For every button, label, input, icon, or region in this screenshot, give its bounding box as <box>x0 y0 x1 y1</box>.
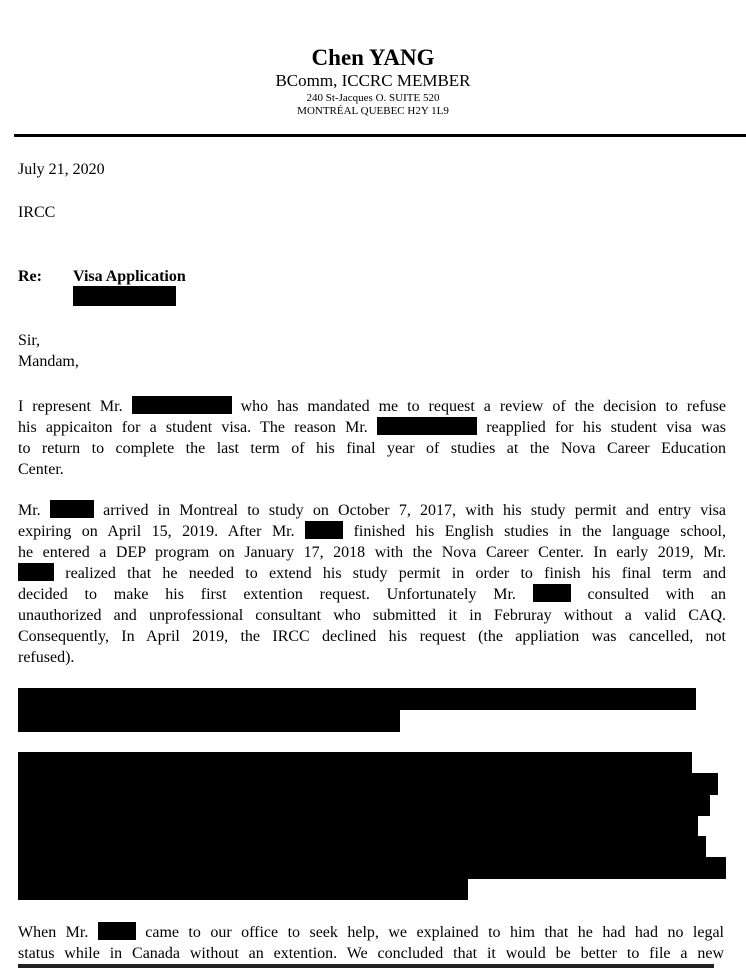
redaction-block <box>73 286 176 306</box>
redaction-block <box>18 773 718 795</box>
redaction-block <box>18 857 726 879</box>
recipient: IRCC <box>18 204 56 221</box>
redaction-block <box>305 521 343 539</box>
redaction-block <box>18 752 692 774</box>
redaction-block <box>18 688 696 710</box>
redaction-block <box>18 794 710 816</box>
paragraph2-line4 <box>18 563 726 584</box>
paragraph-last-text: When Mr. <box>18 924 89 941</box>
salutation-line1: Sir, <box>18 332 41 349</box>
cropped-text-line <box>18 964 714 968</box>
letterhead-address-line2: MONTRÉAL QUEBEC H2Y 1L9 <box>297 105 449 117</box>
paragraph1-text: I represent Mr. <box>18 398 123 415</box>
redaction-block <box>18 563 54 581</box>
subject-label: Re: <box>18 268 42 285</box>
paragraph-last-line1 <box>18 922 724 943</box>
paragraph2-line1 <box>18 500 726 521</box>
letterhead-credentials: BComm, ICCRC MEMBER <box>275 71 471 90</box>
paragraph2-line2 <box>18 521 726 542</box>
redaction-block <box>18 710 400 732</box>
paragraph2-text: Mr. <box>18 502 41 519</box>
redaction-block <box>18 878 468 900</box>
paragraph2-line6: unauthorized and unprofessional consultant who submitted it in Februray without a valid CAQ. <box>18 607 726 624</box>
paragraph1-line1 <box>18 396 726 417</box>
paragraph1-line2 <box>18 417 726 438</box>
salutation-line2: Mandam, <box>18 353 79 370</box>
redaction-block <box>98 922 136 940</box>
paragraph2-text: finished his English studies in the language school, <box>353 523 727 540</box>
redaction-block <box>377 417 477 435</box>
letterhead-name: Chen YANG <box>311 45 435 70</box>
paragraph1-line3: to return to complete the last term of his final year of studies at the Nova Career Education <box>18 440 726 457</box>
paragraph1-text: who has mandated me to request a review of the decision to refuse <box>240 398 726 415</box>
paragraph-last-line2: status while in Canada without an extention. We concluded that it would be better to file a new <box>18 945 724 962</box>
paragraph1-text: reapplied for his student visa was <box>486 419 727 436</box>
paragraph2-text: consulted with an <box>587 586 727 603</box>
redaction-block <box>50 500 94 518</box>
redaction-block <box>18 815 698 837</box>
paragraph2-line8: refused). <box>18 649 75 666</box>
paragraph-last-text: came to our office to seek help, we explained to him that he had had no legal <box>145 924 724 941</box>
subject-title: Visa Application <box>73 268 186 285</box>
paragraph2-text: decided to make his first extention request. Unfortunately Mr. <box>18 586 516 603</box>
paragraph1-text: his appicaiton for a student visa. The reason Mr. <box>18 419 368 436</box>
paragraph2-text: expiring on April 15, 2019. After Mr. <box>18 523 295 540</box>
letter-date: July 21, 2020 <box>18 161 105 178</box>
letterhead-address-line1: 240 St-Jacques O. SUITE 520 <box>306 92 440 104</box>
header-rule <box>14 134 746 137</box>
paragraph2-line5 <box>18 584 726 605</box>
paragraph2-line7: Consequently, In April 2019, the IRCC declined his request (the appliation was cancelled, not <box>18 628 726 645</box>
paragraph1-line4: Center. <box>18 461 64 478</box>
redaction-block <box>132 396 232 414</box>
redaction-block <box>18 836 706 858</box>
redaction-block <box>533 584 571 602</box>
paragraph2-text: arrived in Montreal to study on October 7, 2017, with his study permit and entry visa <box>103 502 726 519</box>
paragraph2-text: realized that he needed to extend his study permit in order to finish his final term and <box>65 565 727 582</box>
paragraph2-line3: he entered a DEP program on January 17, 2018 with the Nova Career Center. In early 2019, Mr. <box>18 544 726 561</box>
